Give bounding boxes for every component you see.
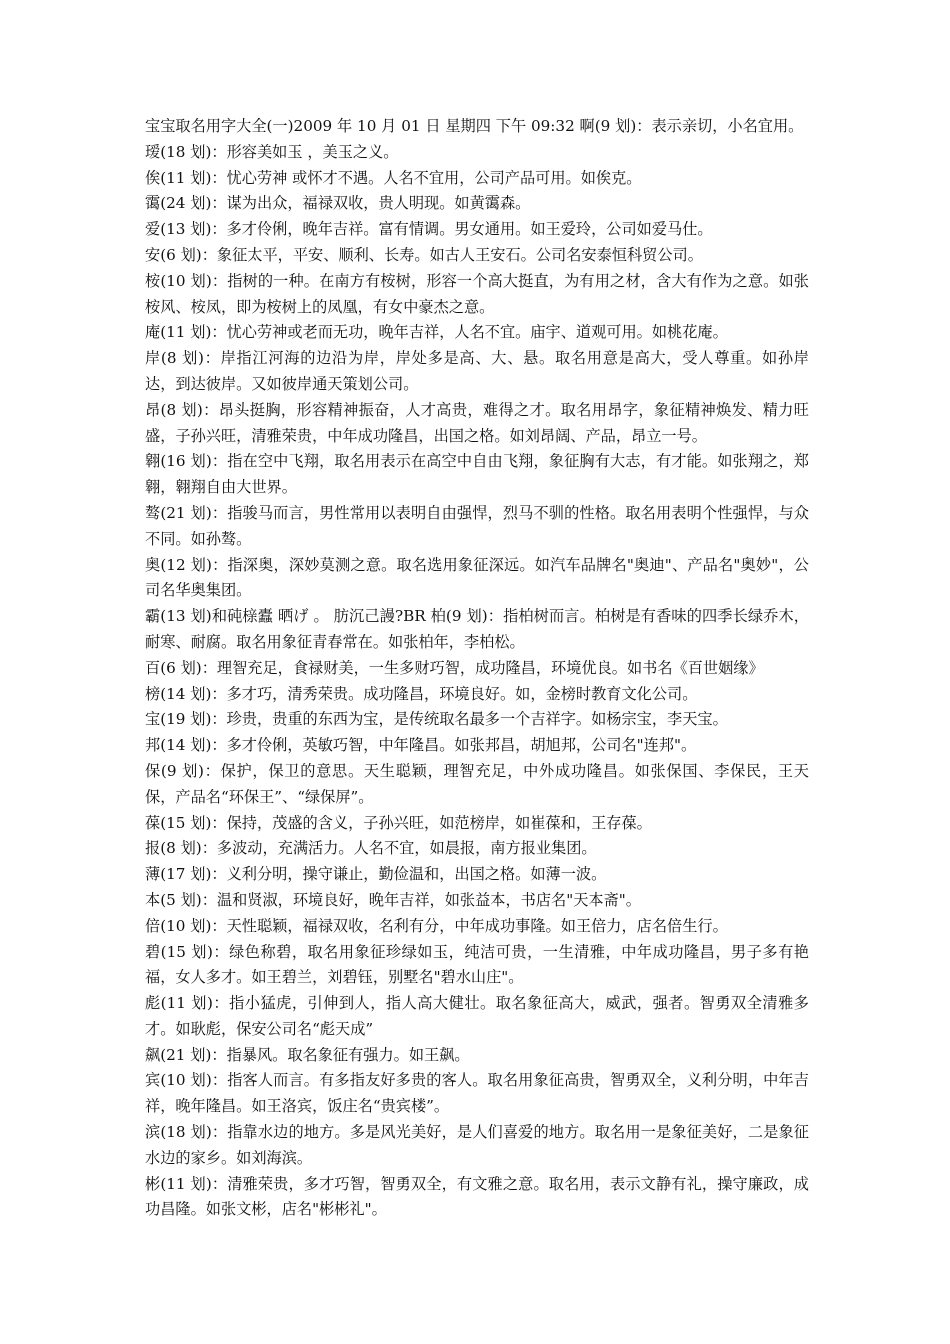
document-line: 保(9 划)：保护，保卫的意思。天生聪颖，理智充足，中外成功隆昌。如张保国、李保民，王天保，产品名“环保王”、“绿保屏”。 [145,761,809,806]
document-line: 报(8 划)：多波动，充满活力。人名不宜，如晨报，南方报业集团。 [145,839,597,858]
document-line: 俟(11 划)：忧心劳神 或怀才不遇。人名不宜用，公司产品可用。如俟克。 [145,168,642,187]
document-line: 倍(10 划)：天性聪颖，福禄双收，名利有分，中年成功事隆。如王倍力，店名倍生行。 [145,916,728,935]
document-body [145,114,809,1223]
document-line: 彬(11 划)：清雅荣贵，多才巧智，智勇双全，有文雅之意。取名用，表示文静有礼，操守廉政，成功昌隆。如张文彬，店名"彬彬礼"。 [145,1174,809,1219]
document-line: 奥(12 划)：指深奥，深妙莫测之意。取名选用象征深远。如汽车品牌名"奥迪"、产品名"奥妙"，公司名华奥集团。 [145,555,809,600]
document-line: 昂(8 划)：昂头挺胸，形容精神振奋，人才高贵，难得之才。取名用昂字，象征精神焕发、精力旺盛，子孙兴旺，清雅荣贵，中年成功隆昌，出国之格。如刘昂阔、产品，昂立一号。 [145,400,809,445]
document-line: 彪(11 划)：指小猛虎，引伸到人，指人高大健壮。取名象征高大，威武，强者。智勇双全清雅多才。如耿彪，保安公司名“彪天成” [145,994,809,1038]
document-line: 邦(14 划)：多才伶俐，英敏巧智，中年隆昌。如张邦昌，胡旭邦，公司名"连邦"。 [145,736,697,755]
document-line: 瑷(18 划)：形容美如玉 ，美玉之义。 [145,142,399,161]
document-line: 桉(10 划)：指树的一种。在南方有桉树，形容一个高大挺直，为有用之材，含大有作为之意。如张桉风、桉凤，即为桉树上的凤凰，有女中豪杰之意。 [145,271,809,316]
document-line: 百(6 划)：理智充足，食禄财美，一生多财巧智，成功隆昌，环境优良。如书名《百世姻缘》 [145,658,764,677]
document-line: 庵(11 划)：忧心劳神或老而无功，晚年吉祥，人名不宜。庙宇、道观可用。如桃花庵。 [145,323,728,342]
document-line: 宝宝取名用字大全(一)2009 年 10 月 01 日 星期四 下午 09:32 啊(9 划)：表示亲切，小名宜用。 [145,117,804,135]
document-line: 翱(16 划)：指在空中飞翔，取名用表示在高空中自由飞翔，象征胸有大志，有才能。如张翔之，郑翱，翱翔自由大世界。 [145,452,809,497]
document-line: 霸(13 划)和砘榇蠹 晒げ 。 肪沉己謾?BR 柏(9 划)：指柏树而言。柏树是有香味的四季长绿乔木，耐寒、耐腐。取名用象征青春常在。如张柏年，李柏松。 [145,607,809,651]
document-line: 榜(14 划)：多才巧，清秀荣贵。成功隆昌，环境良好。如，金榜时教育文化公司。 [145,684,698,703]
document-line: 安(6 划)：象征太平，平安、顺利、长寿。如古人王安石。公司名安泰恒科贸公司。 [145,245,703,264]
document-line: 爱(13 划)：多才伶俐，晚年吉祥。富有情调。男女通用。如王爱玲，公司如爱马仕。 [145,220,713,239]
document-line: 岸(8 划)：岸指江河海的边沿为岸，岸处多是高、大、悬。取名用意是高大，受人尊重。如孙岸达，到达彼岸。又如彼岸通天策划公司。 [145,349,809,393]
document-line: 滨(18 划)：指靠水边的地方。多是风光美好，是人们喜爱的地方。取名用一是象征美好，二是象征水边的家乡。如刘海滨。 [145,1123,809,1167]
document-line: 骜(21 划)：指骏马而言，男性常用以表明自由强悍，烈马不驯的性格。取名用表明个性强悍，与众不同。如孙骜。 [145,503,809,548]
document-line: 葆(15 划)：保持，茂盛的含义，子孙兴旺，如范榜岸，如崔葆和，王存葆。 [145,813,652,832]
document-line: 霭(24 划)：谋为出众，福禄双收，贵人明现。如黄霭森。 [145,194,531,213]
document-line: 薄(17 划)：义利分明，操守谦止，勤俭温和，出国之格。如薄一波。 [145,865,607,884]
document-line: 碧(15 划)：绿色称碧，取名用象征珍绿如玉，纯洁可贵，一生清雅，中年成功隆昌，男子多有艳福，女人多才。如王碧兰，刘碧钰，别墅名"碧水山庄"。 [145,942,809,987]
document-line: 飙(21 划)：指暴风。取名象征有强力。如王飙。 [145,1045,470,1064]
document-line: 宾(10 划)：指客人而言。有多指友好多贵的客人。取名用象征高贵，智勇双全，义利分明，中年吉祥，晚年隆昌。如王洛宾，饭庄名“贵宾楼”。 [145,1071,809,1116]
document-line: 本(5 划)：温和贤淑，环境良好，晚年吉祥，如张益本，书店名"天本斋"。 [145,890,641,909]
document-line: 宝(19 划)：珍贵，贵重的东西为宝，是传统取名最多一个吉祥字。如杨宗宝，李天宝。 [145,710,728,729]
